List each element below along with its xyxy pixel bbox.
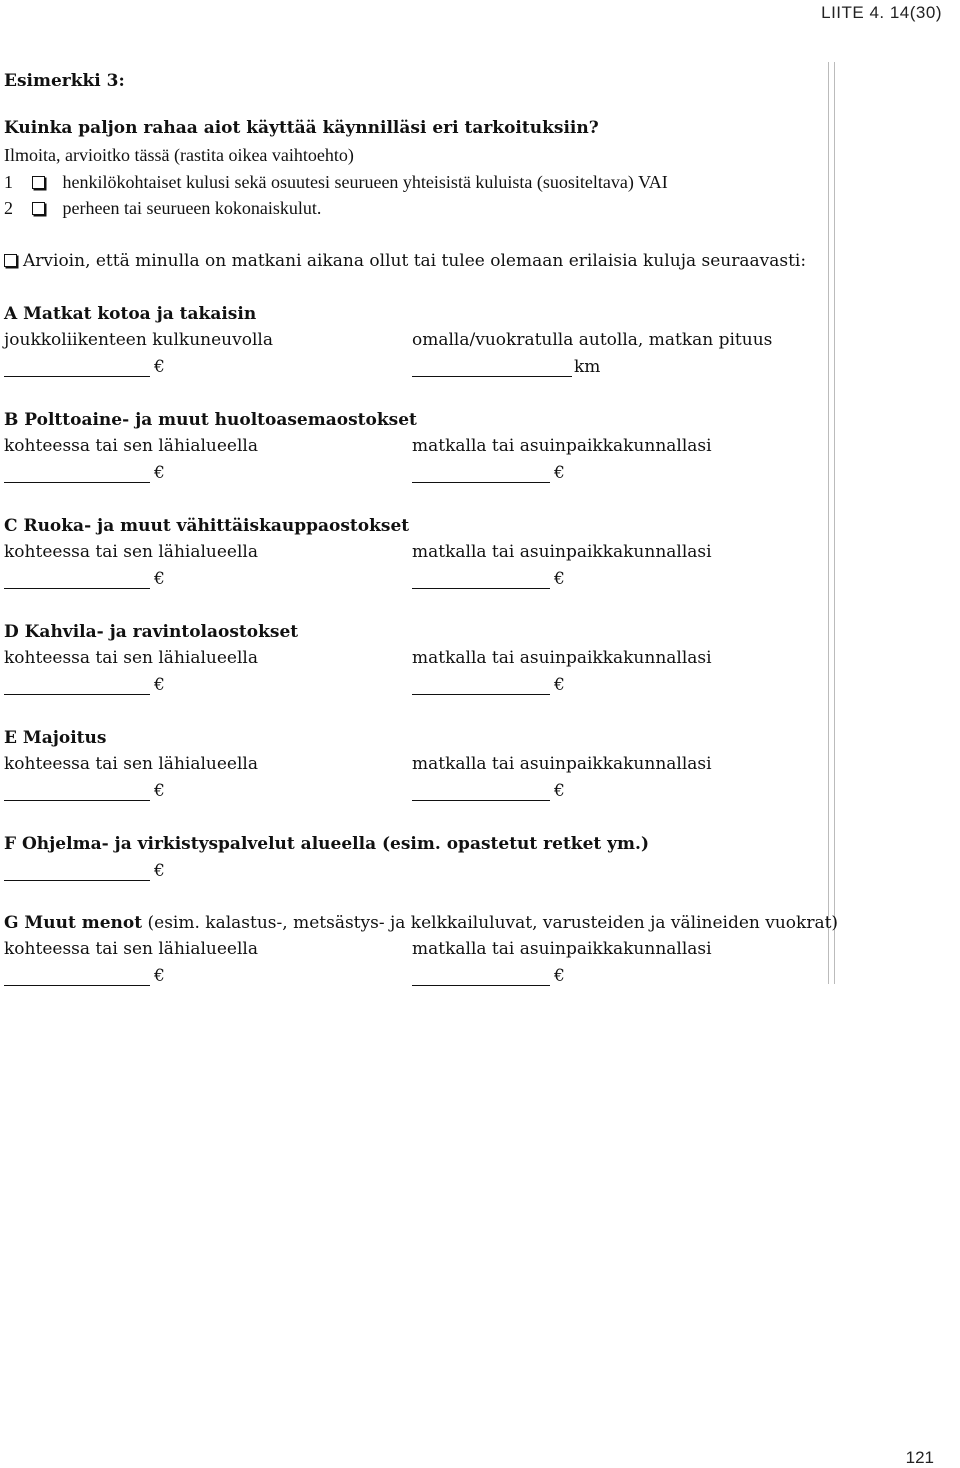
section-b-left-field[interactable]	[4, 482, 150, 483]
section-a-title: A Matkat kotoa ja takaisin	[4, 304, 257, 324]
euro-sign: €	[554, 675, 565, 695]
section-d-left-field[interactable]	[4, 694, 150, 695]
section-c-right-field[interactable]	[412, 588, 550, 589]
section-c-left-label: kohteessa tai sen lähialueella	[4, 542, 258, 562]
section-g-left-field[interactable]	[4, 985, 150, 986]
section-g-title: G Muut menot	[4, 913, 143, 933]
section-b-right-label: matkalla tai asuinpaikkakunnallasi	[412, 436, 712, 456]
euro-sign: €	[154, 675, 165, 695]
euro-sign: €	[154, 569, 165, 589]
checkbox-estimate[interactable]	[4, 254, 17, 267]
margin-bar	[828, 62, 835, 984]
option-label: perheen tai seurueen kokonaiskulut.	[62, 198, 322, 218]
section-e-left-label: kohteessa tai sen lähialueella	[4, 754, 258, 774]
section-g-right-label: matkalla tai asuinpaikkakunnallasi	[412, 939, 712, 959]
section-a-left-field[interactable]	[4, 376, 150, 377]
section-g-left-label: kohteessa tai sen lähialueella	[4, 939, 258, 959]
section-g-title-rest: (esim. kalastus-, metsästys- ja kelkkailuluvat, varusteiden ja välineiden vuokrat)	[142, 913, 839, 933]
checkbox-option-2[interactable]	[32, 202, 45, 215]
section-e-right-field[interactable]	[412, 800, 550, 801]
section-b-title: B Polttoaine- ja muut huoltoasemaostokset	[4, 410, 417, 430]
estimate-line	[4, 251, 806, 271]
question-heading: Kuinka paljon rahaa aiot käyttää käynnilläsi eri tarkoituksiin?	[4, 118, 599, 138]
section-e-right-label: matkalla tai asuinpaikkakunnallasi	[412, 754, 712, 774]
euro-sign: €	[154, 966, 165, 986]
section-g-title-line	[4, 913, 838, 933]
euro-sign: €	[554, 781, 565, 801]
option-2	[4, 198, 321, 218]
euro-sign: €	[554, 463, 565, 483]
section-c-left-field[interactable]	[4, 588, 150, 589]
section-e-left-field[interactable]	[4, 800, 150, 801]
section-f-field[interactable]	[4, 880, 150, 881]
km-unit: km	[574, 357, 601, 377]
section-a-right-label: omalla/vuokratulla autolla, matkan pituus	[412, 330, 773, 350]
section-d-left-label: kohteessa tai sen lähialueella	[4, 648, 258, 668]
option-number: 2	[4, 198, 13, 218]
section-d-title: D Kahvila- ja ravintolaostokset	[4, 622, 299, 642]
checkbox-option-1[interactable]	[32, 176, 45, 189]
section-g-right-field[interactable]	[412, 985, 550, 986]
section-e-title: E Majoitus	[4, 728, 107, 748]
section-d-right-label: matkalla tai asuinpaikkakunnallasi	[412, 648, 712, 668]
section-a-km-field[interactable]	[412, 376, 572, 377]
euro-sign: €	[554, 569, 565, 589]
section-a-left-label: joukkoliikenteen kulkuneuvolla	[4, 330, 273, 350]
section-f-title: F Ohjelma- ja virkistyspalvelut alueella (esim. opastetut retket ym.)	[4, 834, 649, 854]
estimate-statement: Arvioin, että minulla on matkani aikana ollut tai tulee olemaan erilaisia kuluja seuraavasti:	[23, 251, 807, 271]
euro-sign: €	[154, 463, 165, 483]
euro-sign: €	[154, 781, 165, 801]
euro-sign: €	[154, 357, 165, 377]
option-label: henkilökohtaiset kulusi sekä osuutesi seurueen yhteisistä kuluista (suositeltava) VAI	[62, 172, 668, 192]
euro-sign: €	[554, 966, 565, 986]
page-header: LIITE 4. 14(30)	[821, 3, 942, 22]
instruction-text: Ilmoita, arvioitko tässä (rastita oikea vaihtoehto)	[4, 145, 354, 165]
section-b-right-field[interactable]	[412, 482, 550, 483]
section-c-title: C Ruoka- ja muut vähittäiskauppaostokset	[4, 516, 410, 536]
page-number: 121	[905, 1448, 934, 1467]
euro-sign: €	[154, 861, 165, 881]
section-c-right-label: matkalla tai asuinpaikkakunnallasi	[412, 542, 712, 562]
example-title: Esimerkki 3:	[4, 71, 125, 91]
section-d-right-field[interactable]	[412, 694, 550, 695]
option-number: 1	[4, 172, 13, 192]
option-1	[4, 172, 668, 192]
section-b-left-label: kohteessa tai sen lähialueella	[4, 436, 258, 456]
